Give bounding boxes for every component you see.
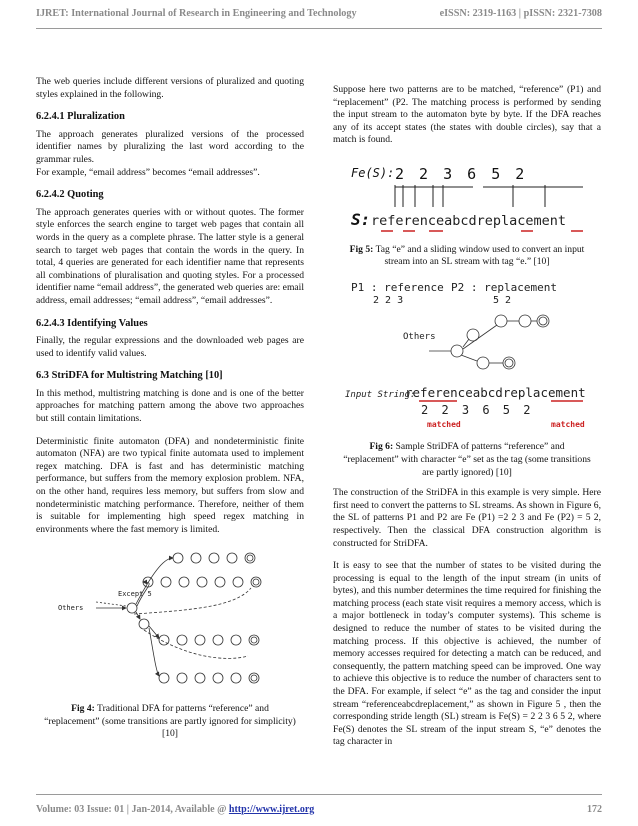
intro-paragraph: The web queries include different versions of pluralized and quoting styles explained in the following. xyxy=(36,76,304,100)
stridfa-paragraph-2: Deterministic finite automaton (DFA) and nondeterministic finite automaton (NFA) are two typical finite automata used to implement regex matching. DFA is fast and has deterministic matching performance, but suffers from the memory explosion problem. NFA, on the other hand, requires less memory, but suffers from slow and nondeterministic matching performance. Therefore, neither of them is suitable for implementing high speed regex matching in environments where the fast memory is limited. xyxy=(36,435,304,535)
fig4-row-top xyxy=(173,553,255,563)
heading-pluralization: 6.2.4.1 Pluralization xyxy=(36,111,125,123)
header-rule xyxy=(36,28,602,29)
fig5-caption xyxy=(341,244,593,269)
fig6-pattern-p1: P1 : reference xyxy=(351,280,444,294)
fig6-p2-sl: 5 2 xyxy=(493,294,512,306)
suppose-paragraph: Suppose here two patterns are to be matched, “reference” (P1) and “replacement” (P2. The matching process is performed by sending the input stream to the automaton byte by byte. If the DFA reaches any of its accept states (the states with double circles), say that a match is found. xyxy=(333,84,601,146)
fig4-caption xyxy=(44,703,296,741)
fig4-start-state xyxy=(127,603,137,613)
pluralization-example: For example, “email address” becomes “email addresses”. xyxy=(36,166,260,178)
fig4-dfa-diagram xyxy=(36,546,304,694)
fig6-matched-p2: matched xyxy=(551,419,585,429)
fig6-matched-p1: matched xyxy=(427,419,461,429)
fig4-row-second xyxy=(143,577,261,587)
quoting-paragraph: The approach generates queries with or without quotes. The former style enforces the search engine to target web pages that contain all words in the query as a complete phrase. The latter style is a general search to target web pages that contain the words in the query. In total, 4 queries are generated for each identifier name that represents all combinations of pluralisation and quoting styles. For a processed identifier name “email address”, the generated web queries are: email address, email addresses; “email address”, “email addresses”. xyxy=(36,206,304,306)
construction-paragraph: The construction of the StriDFA in this example is very simple. Here first need to convert the patterns to SL streams. As shown in Figure 6, the SL of patterns P1 and P2 are Fe (P1) =2 2 3 and Fe (P2) = 5 2, respectively. Then the classical DFA construction algorithm is constructed for StriDFA. xyxy=(333,487,601,549)
fig5-caption-label: Fig 5: xyxy=(349,243,374,255)
fig6-pattern-p2: P2 : replacement xyxy=(451,280,557,294)
fig6-input-label: Input String: xyxy=(345,389,416,400)
stridfa-paragraph-1: In this method, multistring matching is done and is one of the better approaches for matching pattern among the above two approaches but still contain limitations. xyxy=(36,387,304,425)
fig5-caption-text: Tag “e” and a sliding window used to convert an input stream into an SL stream with tag “e.” [10] xyxy=(373,243,585,268)
fig4-state-1 xyxy=(139,619,149,629)
fig4-caption-label: Fig 4: xyxy=(71,703,95,714)
journal-title: IJRET: International Journal of Research in Engineering and Technology xyxy=(36,8,357,19)
page-footer xyxy=(36,804,602,815)
fig5-input-stream: referenceabcdreplacement xyxy=(371,212,567,229)
heading-identifying-values: 6.2.4.3 Identifying Values xyxy=(36,317,148,329)
left-column xyxy=(36,76,304,749)
fig4-others-label: Others xyxy=(58,604,84,613)
heading-stridfa: 6.3 StriDFA for Multistring Matching [10] xyxy=(36,370,223,382)
fig6-caption xyxy=(341,441,593,479)
fig6-p1-sl: 2 2 3 xyxy=(373,294,404,306)
page-number: 172 xyxy=(587,804,602,815)
fig6-stridfa-diagram xyxy=(333,277,601,433)
fig5-sl-values: 2 2 3 6 5 2 xyxy=(395,164,528,183)
fig4-row-bottom xyxy=(159,673,259,683)
fig4-row-third xyxy=(159,635,259,645)
footer-volume-text: Volume: 03 Issue: 01 | Jan-2014, Available @ xyxy=(36,804,229,815)
fig4-caption-text: Traditional DFA for patterns “reference” and “replacement” (some transitions are partly ignored for simplicity) [10] xyxy=(44,703,296,740)
journal-header xyxy=(36,8,602,19)
right-column xyxy=(333,84,601,759)
journal-issn: eISSN: 2319-1163 | pISSN: 2321-7308 xyxy=(439,8,602,19)
identifying-paragraph: Finally, the regular expressions and the downloaded web pages are used to identify valid values. xyxy=(36,335,304,359)
footer-volume xyxy=(36,804,314,815)
fig6-sl-values: 2 2 3 6 5 2 xyxy=(421,402,534,417)
fig4-except-label: Except 5 xyxy=(118,590,152,599)
fig6-input-stream: referenceabcdreplacement xyxy=(405,384,586,400)
heading-quoting: 6.2.4.2 Quoting xyxy=(36,189,104,201)
pluralization-paragraph: The approach generates pluralized versions of the processed identifier names by pluralizing the last word according to the grammar rules. xyxy=(36,128,304,165)
fig6-others-label: Others xyxy=(403,331,436,342)
fig6-caption-text: Sample StriDFA of patterns “reference” and “replacement” with character “e” set as the tag (some transitions are partly ignored) [10] xyxy=(343,441,591,478)
fig5-sliding-window xyxy=(333,157,601,235)
easy-to-see-paragraph: It is easy to see that the number of states to be visited during the processing is equal to the length of the input stream (in units of bytes), and this number determines the time required for finishing the matching process (each state visit requires a memory access, which is a major bottleneck in today’s computer systems). This scheme is designed to reduce the number of states to be visited during the matching process. If this objective is achieved, the number of memory accesses required for detecting a match can be reduced, and consequently, the pattern matching speed can be improved. One way to achieve this objective is to reduce the number of characters sent to the DFA. For example, if select “e” as the tag and consider the input stream “referenceabcdreplacement,” as shown in Figure 5 , then the corresponding stride length (SL) stream is Fe(S) = 2 2 3 6 5 2, where Fe(S) denotes the SL stream of the input stream S, “e” denotes the tag character in xyxy=(333,560,601,748)
fig6-caption-label: Fig 6: xyxy=(369,441,394,453)
fig5-fes-label: Fe(S): xyxy=(351,165,395,180)
footer-rule xyxy=(36,794,602,795)
journal-link[interactable]: http://www.ijret.org xyxy=(228,804,315,815)
fig5-s-label: S: xyxy=(351,209,371,229)
